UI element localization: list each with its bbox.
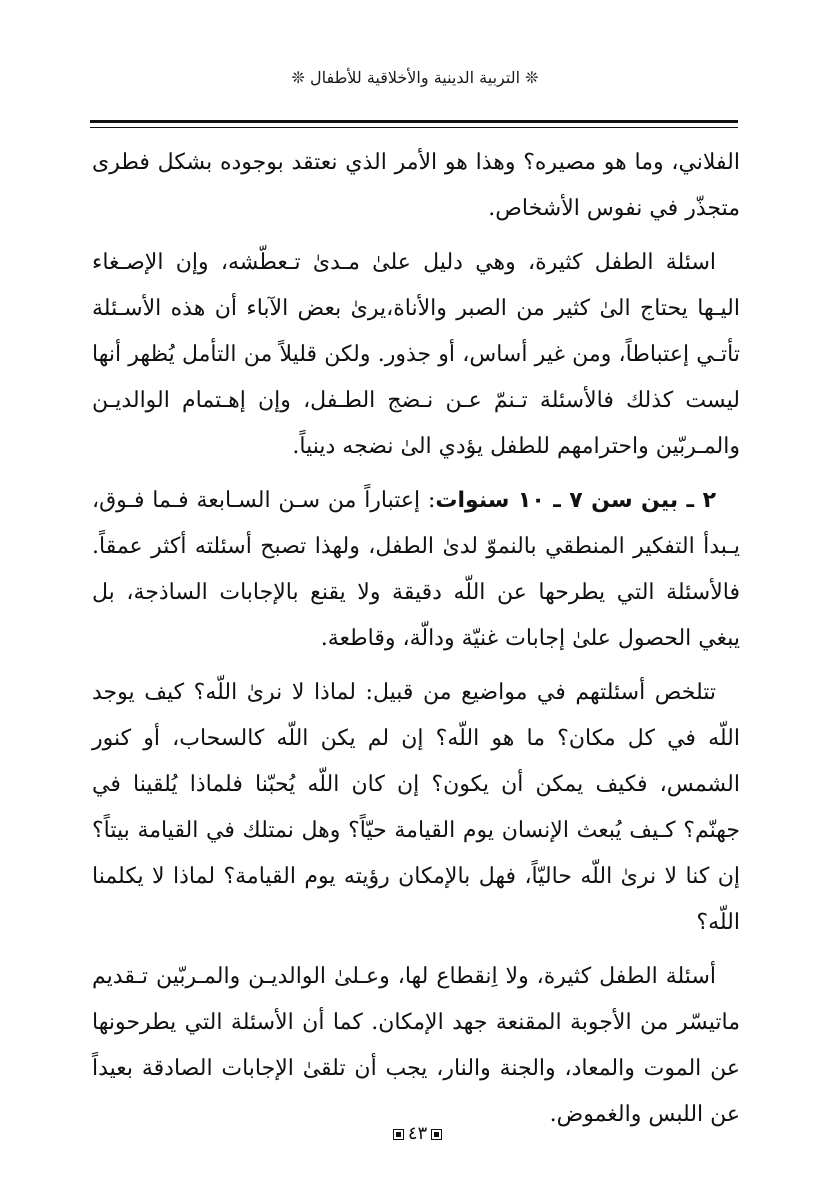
square-ornament-icon [431,1129,442,1140]
page-number-value: ٤٣ [407,1123,428,1144]
paragraph-question-topics: تتلخص أسئلتهم في مواضيع من قبيل: لماذا لا نرىٰ اللّه؟ كيف يوجد اللّه في كل مكان؟ ما هو اللّه؟ إن لم يكن اللّه كالسحاب، أو كنور الشمس، فكيف يمكن أن يكون؟ إن كان اللّه يُحبّنا فلماذا يُلقينا في جهنّم؟ كـيف يُبعث الإنسان يوم القيامة حيّاً؟ وهل نمتلك في القيامة بيتاً؟ إن كنا لا نرىٰ اللّه حاليّاً، فهل بالإمكان رؤيته يوم القيامة؟ لماذا لا يكلمنا اللّه؟ [92,680,740,935]
page-number [0,1122,835,1147]
header-rule-thick [90,120,738,123]
section-lead-heading: ٢ ـ بين سن ٧ ـ ١٠ سنوات [435,488,716,513]
paragraph-continuation: الفلاني، وما هو مصيره؟ وهذا هو الأمر الذي نعتقد بوجوده بشكل فطرى متجذّر في نفوس الأشخاص. [92,150,740,221]
paragraph-children-questions: اسئلة الطفل كثيرة، وهي دليل علىٰ مـدىٰ تـعطّشه، وإن الإصـغاء اليـها يحتاج الىٰ كثير من الصبر والأناة،يرىٰ بعض الآباء أن هذه الأسـئلة تأتـي إعتباطاً، ومن غير أساس، أو جذور. ولكن قليلاً من التأمل يُظهر أنها ليست كذلك فالأسئلة تـنمّ عـن نـضج الطـفل، وإن إهـتمام الوالديـن والمـربّين واحترامهم للطفل يؤدي الىٰ نضجه دينياً. [92,250,740,459]
paragraph-age-7-10 [92,478,740,662]
section-lead-body: : إعتباراً من سـن السـابعة فـما فـوق، يـبدأ التفكير المنطقي بالنموّ لدىٰ الطفل، ولهذا تصبح أسئلته أكثر عمقاً. فالأسئلة التي يطرحها عن اللّه دقيقة ولا يقنع بالإجابات الساذجة، بل يبغي الحصول علىٰ إجابات غنيّة ودالّة، وقاطعة. [92,488,740,651]
running-header-title: ❊ التربية الدينية والأخلاقية للأطفال ❊ [291,68,539,87]
body-text [92,140,740,1138]
header-rule-thin [90,127,738,128]
paragraph-conclusion: أسئلة الطفل كثيرة، ولا اِنقطاع لها، وعـلىٰ الوالديـن والمـربّين تـقديم ماتيسّر من الأجوبة المقنعة جهد الإمكان. كما أن الأسئلة التي يطرحونها عن الموت والمعاد، والجنة والنار، يجب أن تلقىٰ الإجابات الصادقة بعيداً عن اللبس والغموض. [92,964,740,1127]
square-ornament-icon [393,1129,404,1140]
